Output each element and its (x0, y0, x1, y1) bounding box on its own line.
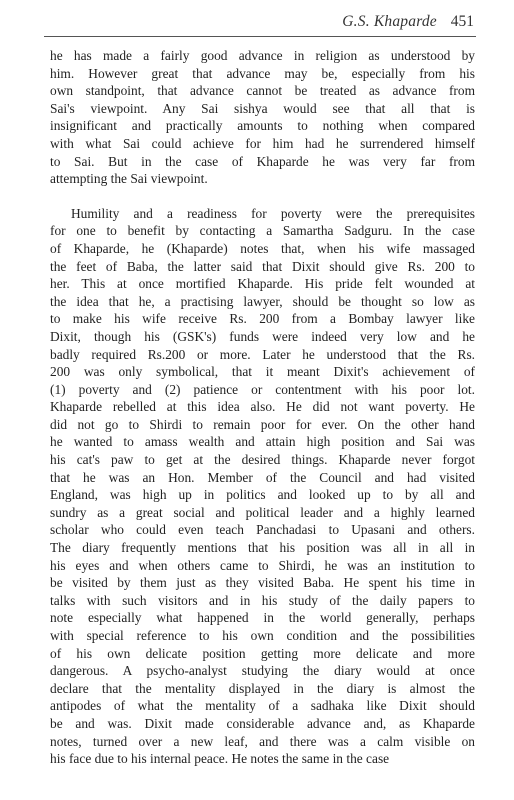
text-line: notes, turned over a new leaf, and there was a calm visible on (50, 733, 475, 749)
text-line: badly required Rs.200 or more. Later he understood that the Rs. (50, 346, 475, 362)
text-line: to make his wife receive Rs. 200 from a Bombay lawyer like (50, 311, 475, 327)
text-line: did not go to Shirdi to remain poor for ever. On the other hand (50, 416, 475, 432)
text-line: (1) poverty and (2) patience or contentment with his poor lot. (50, 381, 475, 397)
text-line: Sai's viewpoint. Any Sai sishya would see that all that is (50, 100, 475, 116)
header-rule (44, 36, 476, 37)
text-line: his face due to his internal peace. He notes the same in the case (50, 751, 390, 767)
text-line: his cat's paw to get at the desired things. Khaparde never forgot (50, 452, 475, 468)
paragraph-1 (50, 47, 475, 188)
text-line: of Khaparde, he (Khaparde) notes that, when his wife massaged (50, 240, 475, 256)
text-line: 200 was only symbolical, that it meant Dixit's achievement of (50, 364, 475, 380)
text-line: his eyes and when others came to Shirdi, he was an institution to (50, 557, 475, 573)
text-line: sundry as a great social and political leader and a highly learned (50, 504, 475, 520)
text-line: Dixit, though his (GSK's) funds were indeed very low and he (50, 328, 475, 344)
text-line: dangerous. A psycho-analyst studying the diary would at once (50, 663, 475, 679)
text-line: he has made a fairly good advance in religion as understood by (50, 48, 475, 63)
text-line: with special reference to his own condition and the possibilities (50, 628, 475, 643)
text-line: of his own delicate position getting more delicate and more (50, 645, 475, 661)
text-line: declare that the mentality displayed in the diary is almost the (50, 680, 475, 696)
text-line: the feet of Baba, the latter said that Dixit should give Rs. 200 to (50, 258, 475, 274)
paragraph-2 (50, 205, 475, 768)
text-line: him. However great that advance may be, especially from his (50, 65, 475, 81)
paragraph-gap (50, 188, 475, 205)
body-text (50, 47, 475, 768)
text-line: talks with such visitors and in his study of the daily papers to (50, 592, 475, 608)
text-line: with what Sai could achieve for him had he surrendered himself (50, 135, 475, 151)
header-author-name: G.S. Khaparde (342, 13, 437, 30)
text-line: the idea that he, a practising lawyer, should be thought so low as (50, 293, 475, 309)
text-line: Khaparde rebelled at this idea also. He did not want poverty. He (50, 399, 475, 415)
text-line: attempting the Sai viewpoint. (50, 171, 208, 187)
text-line: note especially what happened in the world generally, perhaps (50, 610, 475, 626)
text-line: scholar who could even teach Panchadasi to Upasani and others. (50, 522, 475, 538)
text-line: for one to benefit by contacting a Samartha Sadguru. In the case (50, 223, 475, 239)
page-number: 451 (450, 13, 474, 30)
text-line: England, was high up in politics and looked up to by all and (50, 487, 475, 503)
running-header (342, 13, 474, 31)
text-line: he wanted to amass wealth and attain high position and Sai was (50, 434, 475, 450)
text-line: Humility and a readiness for poverty were the prerequisites (71, 205, 475, 221)
text-line: that he was an Hon. Member of the Council and had visited (50, 469, 475, 485)
text-line: antipodes of what the mentality of a sadhaka like Dixit should (50, 698, 475, 714)
text-line: own standpoint, that advance cannot be treated as advance from (50, 83, 475, 99)
text-line: be visited by them just as they visited Baba. He spent his time in (50, 575, 475, 591)
text-line: be and was. Dixit made considerable advance and, as Khaparde (50, 715, 475, 731)
text-line: insignificant and practically amounts to nothing when compared (50, 118, 475, 134)
text-line: to Sai. But in the case of Khaparde he was very far from (50, 153, 475, 169)
text-line: her. This at once mortified Khaparde. His pride felt wounded at (50, 276, 475, 292)
text-line: The diary frequently mentions that his position was all in all in (50, 540, 475, 556)
